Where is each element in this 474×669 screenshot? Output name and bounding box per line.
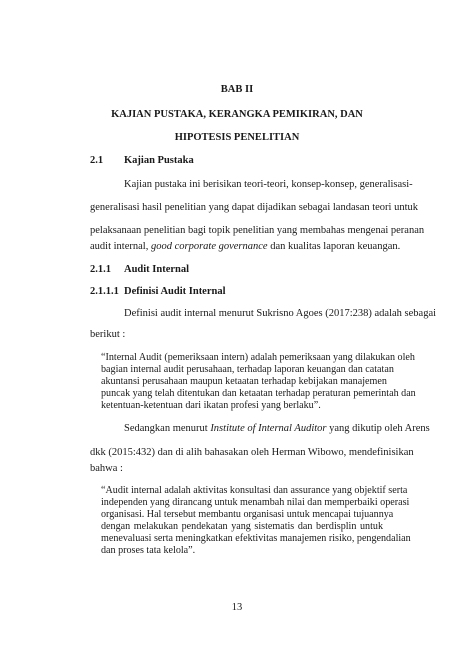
paragraph-2-line-1: Definisi audit internal menurut Sukrisno Agoes (2017:238) adalah sebagai bbox=[124, 308, 437, 319]
section-2-1-title: Kajian Pustaka bbox=[124, 155, 194, 166]
quote-1-line-4: puncak yang telah ditentukan dan ketaatan terhadap peraturan pemerintah dan bbox=[101, 388, 416, 399]
paragraph-1-line-2: generalisasi hasil penelitian yang dapat dijadikan sebagai landasan teori untuk bbox=[90, 202, 419, 213]
paragraph-3-line-3: bahwa : bbox=[90, 463, 123, 474]
quote-1-line-3: akuntansi perusahaan maupun ketaatan terhadap kebijakan manajemen bbox=[101, 376, 387, 387]
chapter-label: BAB II bbox=[220, 84, 254, 95]
paragraph-1-line-4: audit internal, good corporate governance dan kualitas laporan keuangan. bbox=[90, 241, 401, 252]
section-2-1-1-number: 2.1.1 bbox=[90, 264, 111, 275]
quote-2-line-2: independen yang dirancang untuk menambah nilai dan memperbaiki operasi bbox=[101, 497, 410, 508]
quote-2-line-6: dan proses tata kelola”. bbox=[101, 545, 196, 556]
quote-2-line-4: dengan melakukan pendekatan yang sistematis dan berdisplin untuk bbox=[101, 521, 383, 532]
chapter-title-line-1: KAJIAN PUSTAKA, KERANGKA PEMIKIRAN, DAN bbox=[111, 109, 363, 120]
paragraph-2-line-2: berikut : bbox=[90, 329, 126, 340]
quote-1-line-5: ketentuan-ketentuan dari ikatan profesi yang berlaku”. bbox=[101, 400, 321, 411]
paragraph-3-line-1: Sedangkan menurut Institute of Internal Auditor yang dikutip oleh Arens bbox=[124, 423, 430, 434]
section-2-1-1-title: Audit Internal bbox=[124, 264, 190, 275]
paragraph-1-line-3: pelaksanaan penelitian bagi topik penelitian yang membahas mengenai peranan bbox=[90, 225, 425, 236]
section-2-1-1-1-number: 2.1.1.1 bbox=[90, 286, 119, 297]
section-2-1-1-1-title: Definisi Audit Internal bbox=[124, 286, 226, 297]
italic-term: good corporate governance bbox=[150, 241, 268, 252]
quote-2-line-1: “Audit internal adalah aktivitas konsultasi dan assurance yang objektif serta bbox=[101, 485, 408, 496]
quote-1-line-1: “Internal Audit (pemeriksaan intern) adalah pemeriksaan yang dilakukan oleh bbox=[101, 352, 415, 363]
section-2-1-number: 2.1 bbox=[90, 155, 104, 166]
page-number: 13 bbox=[231, 602, 243, 613]
quote-2-line-5: menevaluasi serta meningkatkan efektivitas manajemen risiko, pengendalian bbox=[101, 533, 411, 544]
quote-1-line-2: bagian internal audit perusahaan, terhadap laporan keuangan dan catatan bbox=[101, 364, 394, 375]
paragraph-1-line-1: Kajian pustaka ini berisikan teori-teori, konsep-konsep, generalisasi- bbox=[124, 179, 413, 190]
chapter-title-line-2: HIPOTESIS PENELITIAN bbox=[174, 132, 300, 143]
paragraph-3-line-2: dkk (2015:432) dan di alih bahasakan oleh Herman Wibowo, mendefinisikan bbox=[90, 447, 414, 458]
quote-2-line-3: organisasi. Hal tersebut membantu organisasi untuk mencapai tujuannya bbox=[101, 509, 394, 520]
italic-term: Institute of Internal Auditor bbox=[210, 423, 327, 434]
